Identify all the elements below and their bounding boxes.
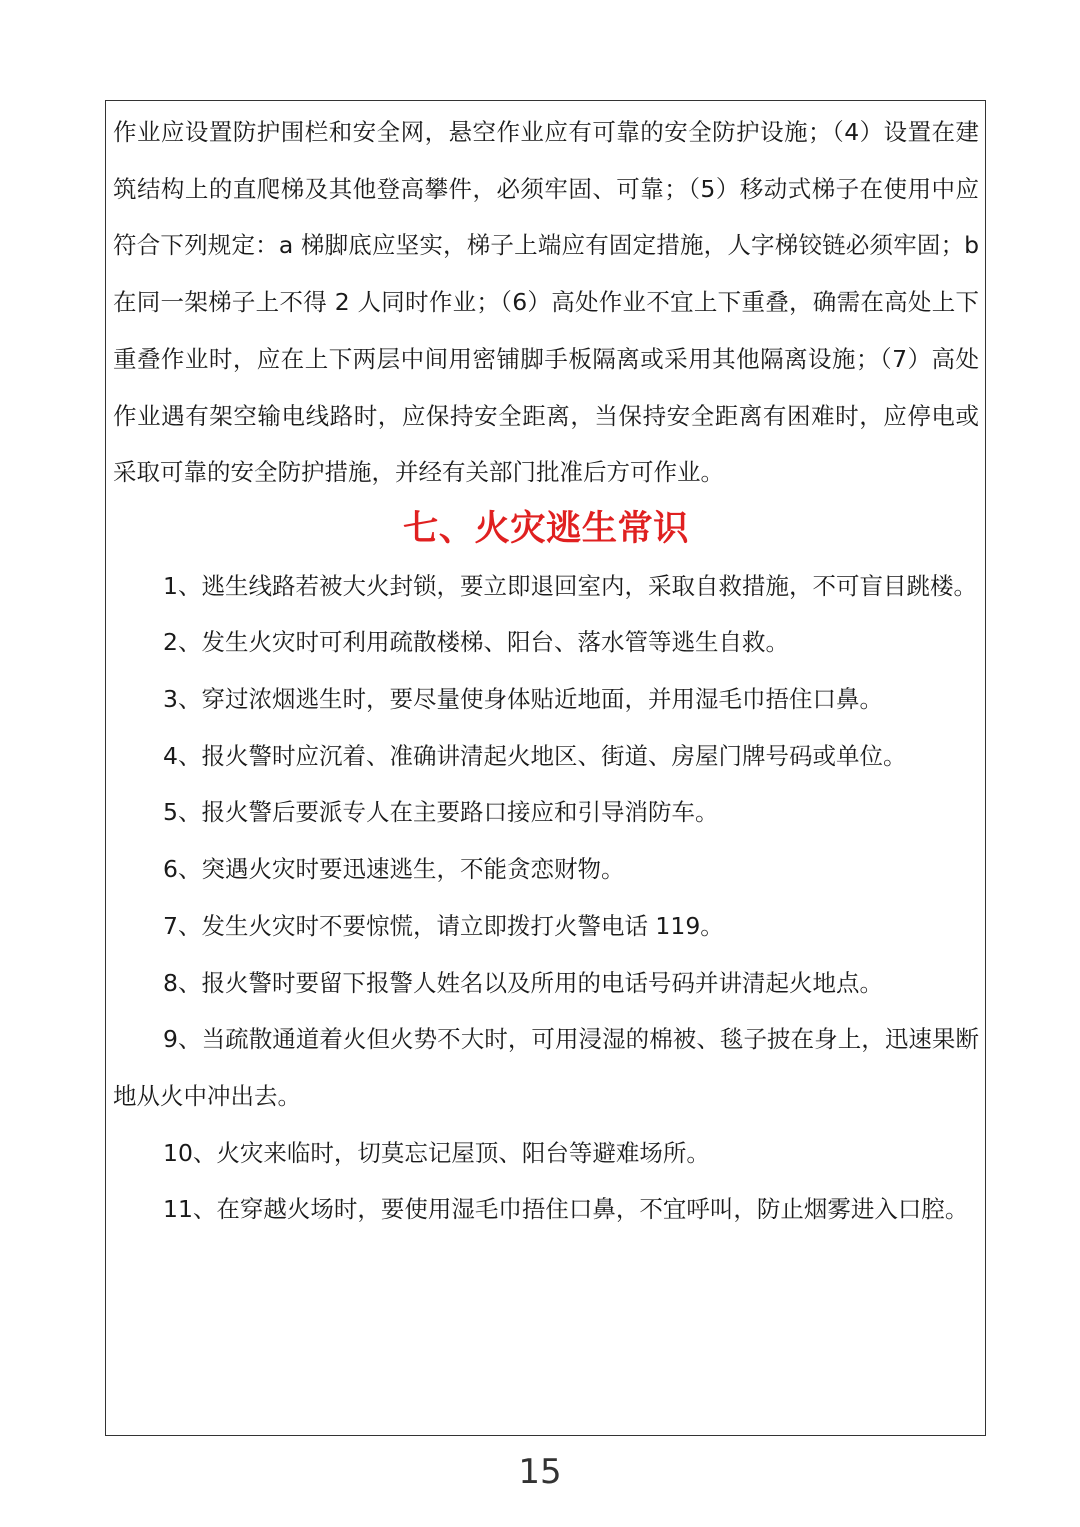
list-item-9: 9、当疏散通道着火但火势不大时，可用浸湿的棉被、毯子披在身上，迅速果断地从火中冲出去。 (113, 1025, 979, 1110)
page-number: 15 (518, 1452, 562, 1492)
list-item-2: 2、发生火灾时可利用疏散楼梯、阳台、落水管等逃生自救。 (163, 628, 789, 657)
list-item-10: 10、火灾来临时，切莫忘记屋顶、阳台等避难场所。 (163, 1138, 710, 1167)
section-title: 七、火灾逃生常识 (403, 507, 689, 549)
continuation-paragraph: 作业应设置防护围栏和安全网，悬空作业应有可靠的安全防护设施；（4）设置在建筑结构上的直爬梯及其他登高攀件，必须牢固、可靠；（5）移动式梯子在使用中应符合下列规定：a 梯脚底应坚实，梯子上端应有固定措施，人字梯铰链必须牢固；b 在同一架梯子上不得 2 人同时作业；（6）高处作业不宜上下重叠，确需在高处上下重叠作业时，应在上下两层中间用密铺脚手板隔离或采用其他隔离设施；（7）高处作业遇有架空输电线路时，应保持安全距离，当保持安全距离有困难时，应停电或采取可靠的安全防护措施，并经有关部门批准后方可作业。 (113, 118, 979, 487)
list-item-1: 1、逃生线路若被大火封锁，要立即退回室内，采取自救措施，不可盲目跳楼。 (163, 571, 977, 600)
list-item-6: 6、突遇火灾时要迅速逃生，不能贪恋财物。 (163, 855, 625, 884)
list-item-7: 7、发生火灾时不要惊慌，请立即拨打火警电话 119。 (163, 911, 724, 940)
list-item-3: 3、穿过浓烟逃生时，要尽量使身体贴近地面，并用湿毛巾捂住口鼻。 (163, 685, 883, 714)
list-item-4: 4、报火警时应沉着、准确讲清起火地区、街道、房屋门牌号码或单位。 (163, 741, 907, 770)
list-item-5: 5、报火警后要派专人在主要路口接应和引导消防车。 (163, 798, 719, 827)
document-content (113, 104, 979, 1238)
list-item-8: 8、报火警时要留下报警人姓名以及所用的电话号码并讲清起火地点。 (163, 968, 883, 997)
list-item-11: 11、在穿越火场时，要使用湿毛巾捂住口鼻，不宜呼叫，防止烟雾进入口腔。 (163, 1195, 969, 1224)
